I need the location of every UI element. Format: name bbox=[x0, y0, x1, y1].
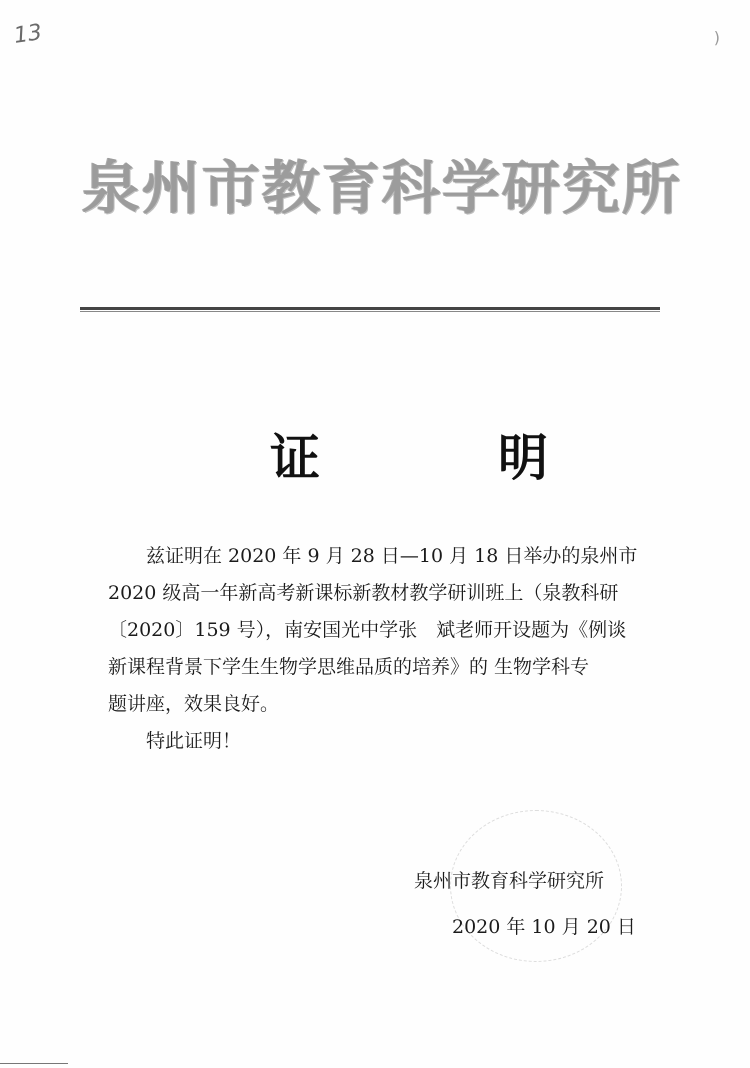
body-line-1: 兹证明在 2020 年 9 月 28 日—10 月 18 日举办的泉州市 bbox=[146, 545, 638, 567]
corner-mark: ) bbox=[713, 28, 720, 47]
letterhead-org-name: 泉州市教育科学研究所 bbox=[82, 154, 683, 222]
signature-org: 泉州市教育科学研究所 bbox=[414, 870, 605, 892]
bottom-edge-mark bbox=[0, 1063, 68, 1064]
body-line-3: 〔2020〕159 号），南安国光中学张 斌老师开设题为《例谈 bbox=[108, 619, 627, 641]
signature-block bbox=[400, 858, 650, 950]
body-line-5: 题讲座，效果良好。 bbox=[108, 693, 280, 715]
letterhead-divider bbox=[80, 307, 660, 310]
handwritten-page-number: 13 bbox=[12, 20, 44, 49]
body-line-4: 新课程背景下学生生物学思维品质的培养》的 生物学科专 bbox=[108, 656, 590, 678]
body-line-2: 2020 级高一年新高考新课标新教材教学研训班上（泉教科研 bbox=[108, 582, 619, 604]
letterhead-divider-thin bbox=[80, 311, 660, 312]
signature-date: 2020 年 10 月 20 日 bbox=[452, 916, 636, 938]
body-line-closing: 特此证明！ bbox=[146, 730, 242, 752]
document-body bbox=[108, 538, 668, 760]
document-title: 证 明 bbox=[270, 429, 612, 487]
